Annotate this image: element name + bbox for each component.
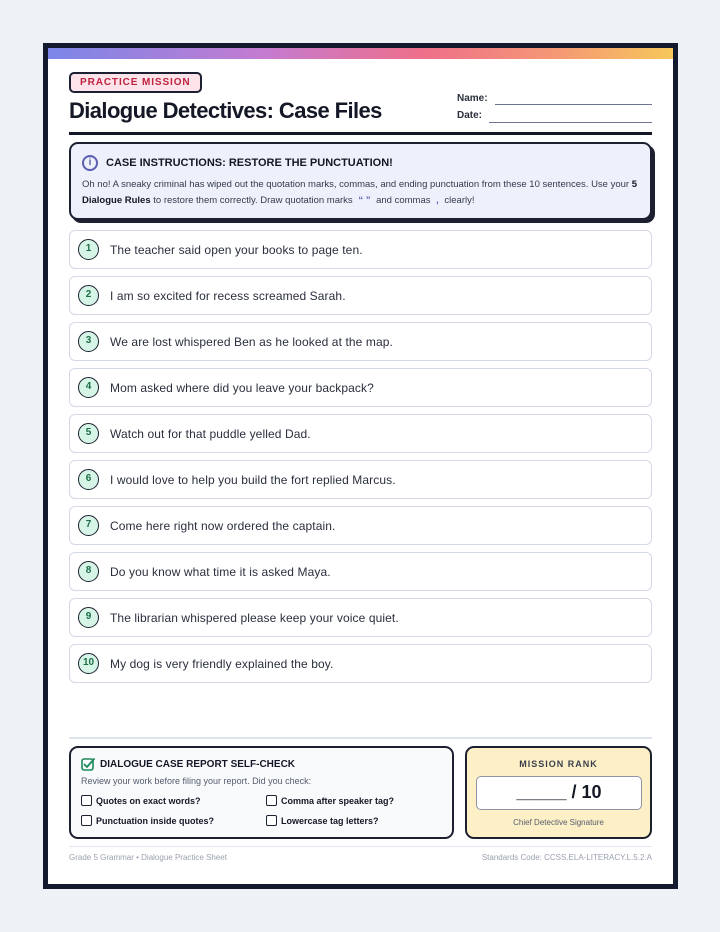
signature-label: Chief Detective Signature: [513, 818, 604, 827]
sentence-item[interactable]: [69, 506, 652, 545]
sentence-item[interactable]: [69, 552, 652, 591]
check-label: Quotes on exact words?: [96, 795, 201, 806]
sentence-number: 4: [78, 377, 99, 398]
comma-sample: ,: [436, 195, 439, 206]
check-item[interactable]: [266, 815, 379, 826]
sentence-item[interactable]: [69, 460, 652, 499]
checkbox-checked-icon: [81, 757, 95, 771]
name-label: Name:: [457, 93, 488, 104]
header-gradient-bar: [48, 48, 673, 59]
check-item[interactable]: [81, 795, 201, 806]
sentence-text: I am so excited for recess screamed Sarah.: [110, 288, 346, 303]
sentence-item[interactable]: [69, 230, 652, 269]
sentence-number: 10: [78, 653, 99, 674]
sentence-number: 9: [78, 607, 99, 628]
sentence-item[interactable]: [69, 368, 652, 407]
section-divider: [69, 737, 652, 739]
sentence-item[interactable]: [69, 644, 652, 683]
mission-rank-title: MISSION RANK: [519, 759, 598, 769]
instructions-text: [82, 177, 638, 209]
sentence-number: 7: [78, 515, 99, 536]
check-item[interactable]: [81, 815, 214, 826]
checkbox[interactable]: [266, 795, 277, 806]
sentence-text: Come here right now ordered the captain.: [110, 518, 336, 533]
check-label: Punctuation inside quotes?: [96, 815, 215, 826]
check-label: Comma after speaker tag?: [281, 795, 395, 806]
instructions-text-part: to restore them correctly. Draw quotation marks: [153, 195, 353, 206]
checkbox[interactable]: [81, 815, 92, 826]
sentence-text: I would love to help you build the fort replied Marcus.: [110, 472, 396, 487]
instructions-text-part: Oh no! A sneaky criminal has wiped out the quotation marks, commas, and ending punctuation from these 10 sentences. Use your: [82, 179, 630, 190]
name-field[interactable]: [495, 104, 652, 105]
sentence-number: 5: [78, 423, 99, 444]
sentence-item[interactable]: [69, 276, 652, 315]
checkbox[interactable]: [81, 795, 92, 806]
sentence-item[interactable]: [69, 322, 652, 361]
info-icon: i: [82, 155, 98, 171]
self-check-panel: [69, 746, 454, 839]
quotation-mark-sample: “ ”: [358, 195, 371, 206]
sentence-text: The teacher said open your books to page ten.: [110, 242, 363, 257]
check-item[interactable]: [266, 795, 394, 806]
sentence-item[interactable]: [69, 598, 652, 637]
sentence-number: 2: [78, 285, 99, 306]
instructions-text-part: clearly!: [444, 195, 475, 206]
instructions-title: CASE INSTRUCTIONS: RESTORE THE PUNCTUATION!: [106, 157, 393, 169]
sentence-text: We are lost whispered Ben as he looked at the map.: [110, 334, 393, 349]
sentence-text: My dog is very friendly explained the boy.: [110, 656, 334, 671]
sentence-text: Watch out for that puddle yelled Dad.: [110, 426, 311, 441]
sentence-number: 6: [78, 469, 99, 490]
sentence-item[interactable]: [69, 414, 652, 453]
practice-mission-badge: PRACTICE MISSION: [69, 72, 202, 93]
mission-rank-panel: [465, 746, 652, 839]
title-divider: [69, 132, 652, 135]
date-label: Date:: [457, 110, 483, 121]
footer-divider: [69, 846, 652, 847]
instructions-text-part: and commas: [376, 195, 431, 206]
case-instructions: [69, 142, 652, 220]
page-title: Dialogue Detectives: Case Files: [69, 98, 382, 123]
checkbox[interactable]: [266, 815, 277, 826]
score-field[interactable]: _____ / 10: [476, 776, 642, 810]
sentence-number: 8: [78, 561, 99, 582]
sentence-text: Mom asked where did you leave your backpack?: [110, 380, 374, 395]
footer-right: Standards Code: CCSS.ELA-LITERACY.L.5.2.A: [481, 853, 652, 862]
date-field[interactable]: [489, 122, 652, 123]
sentence-number: 1: [78, 239, 99, 260]
footer-left: Grade 5 Grammar • Dialogue Practice Sheet: [69, 853, 227, 862]
self-check-title: DIALOGUE CASE REPORT SELF-CHECK: [100, 758, 296, 770]
sentence-text: Do you know what time it is asked Maya.: [110, 564, 331, 579]
check-label: Lowercase tag letters?: [281, 815, 379, 826]
sentence-text: The librarian whispered please keep your voice quiet.: [110, 610, 399, 625]
worksheet: [43, 43, 678, 889]
sentence-number: 3: [78, 331, 99, 352]
dialogue-rules-label: 5 Dialogue Rules: [82, 179, 638, 206]
self-check-subtitle: Review your work before filing your report. Did you check:: [81, 776, 312, 786]
